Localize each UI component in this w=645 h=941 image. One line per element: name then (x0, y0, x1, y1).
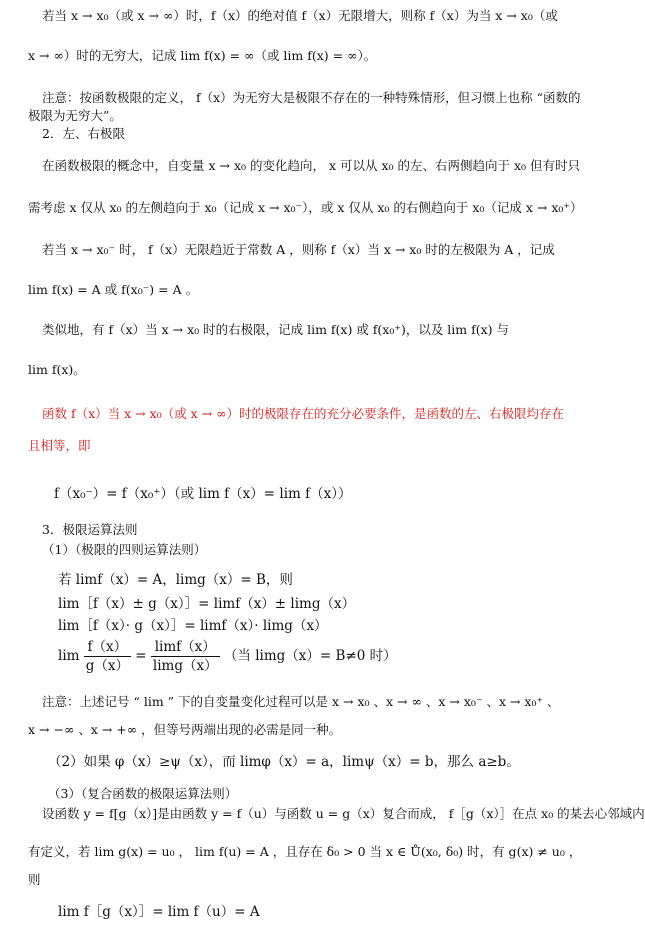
text-line: x → ∞）时的无穷大，记成 lim f(x) = ∞（或 lim f(x) = ∞）。 (28, 48, 377, 63)
formula-line: lim f［g（x）］= lim f（u）= A (58, 904, 260, 920)
fraction-numerator: f（x） (84, 638, 131, 657)
fraction-numerator: limf（x） (151, 638, 220, 657)
fraction-denominator: g（x） (85, 658, 129, 674)
highlight-line: 函数 f（x）当 x → x₀（或 x → ∞）时的极限存在的充分必要条件，是函数的左、右极限均存在 (42, 406, 565, 421)
note-line: 极限为无穷大”。 (28, 108, 122, 123)
subsection-heading: （3）（复合函数的极限运算法则） (48, 786, 238, 801)
equals-sign: = (135, 648, 147, 664)
text-line: 设函数 y = f[g（x）]是由函数 y = f（u）与函数 u = g（x）复合而成， f［g（x）］在点 x₀ 的某去心邻域内 (42, 806, 645, 821)
formula-line: lim f(x) = A 或 f(x₀⁻) = A 。 (28, 282, 199, 297)
fraction (151, 638, 220, 675)
section-heading: 3．极限运算法则 (42, 522, 138, 537)
formula-line: lim［f（x）· g（x）］= limf（x）· limg（x） (58, 618, 328, 634)
fraction-denominator: limg（x） (152, 658, 218, 674)
condition-text: （当 limg（x）= B≠0 时） (223, 648, 397, 664)
formula-line: lim［f（x）± g（x）］= limf（x）± limg（x） (58, 596, 356, 612)
lim-symbol: lim (58, 648, 80, 664)
text-line: 有定义，若 lim g(x) = u₀ ， lim f(u) = A ，且存在 δ₀ > 0 当 x ∈ Ů(x₀, δ₀) 时，有 g(x) ≠ u₀ ， (28, 844, 582, 859)
formula-line: f（x₀⁻）= f（x₀⁺）（或 lim f（x）= lim f（x）） (54, 486, 352, 502)
quotient-formula (58, 638, 397, 675)
section-heading: 2．左、右极限 (42, 126, 125, 141)
text-line: x → −∞ 、x → +∞ ，但等号两端出现的必需是同一种。 (28, 722, 342, 737)
highlight-line: 且相等，即 (28, 438, 91, 453)
text-line: 若当 x → x₀⁻ 时， f（x）无限趋近于常数 A ，则称 f（x）当 x → x₀ 时的左极限为 A ，记成 (42, 242, 555, 257)
note-line: 注意：上述记号 “ lim ” 下的自变量变化过程可以是 x → x₀ 、x → ∞ 、x → x₀⁻ 、x → x₀⁺ 、 (42, 694, 560, 709)
text-line: 在函数极限的概念中，自变量 x → x₀ 的变化趋向， x 可以从 x₀ 的左、右两侧趋向于 x₀ 但有时只 (42, 158, 580, 173)
fraction (84, 638, 131, 675)
subsection-heading: （1）（极限的四则运算法则） (42, 542, 207, 557)
text-line: （2）如果 φ（x）≥ψ（x），而 limφ（x）= a，limψ（x）= b，那么 a≥b。 (48, 754, 520, 770)
formula-line: 若 limf（x）= A，limg（x）= B，则 (58, 572, 293, 588)
text-line: 则 (28, 872, 41, 887)
text-line: 需考虑 x 仅从 x₀ 的左侧趋向于 x₀（记成 x → x₀⁻），或 x 仅从 x₀ 的右侧趋向于 x₀（记成 x → x₀⁺） (28, 200, 583, 215)
formula-line: lim f(x)。 (28, 362, 86, 377)
text-line: 类似地，有 f（x）当 x → x₀ 时的右极限，记成 lim f(x) 或 f(x₀⁺)，以及 lim f(x) 与 (42, 322, 510, 337)
note-line: 注意：按函数极限的定义， f（x）为无穷大是极限不存在的一种特殊情形，但习惯上也称 “函数的 (42, 90, 581, 105)
text-line: 若当 x → x₀（或 x → ∞）时，f（x）的绝对值 f（x）无限增大，则称 f（x）为当 x → x₀（或 (42, 8, 558, 23)
